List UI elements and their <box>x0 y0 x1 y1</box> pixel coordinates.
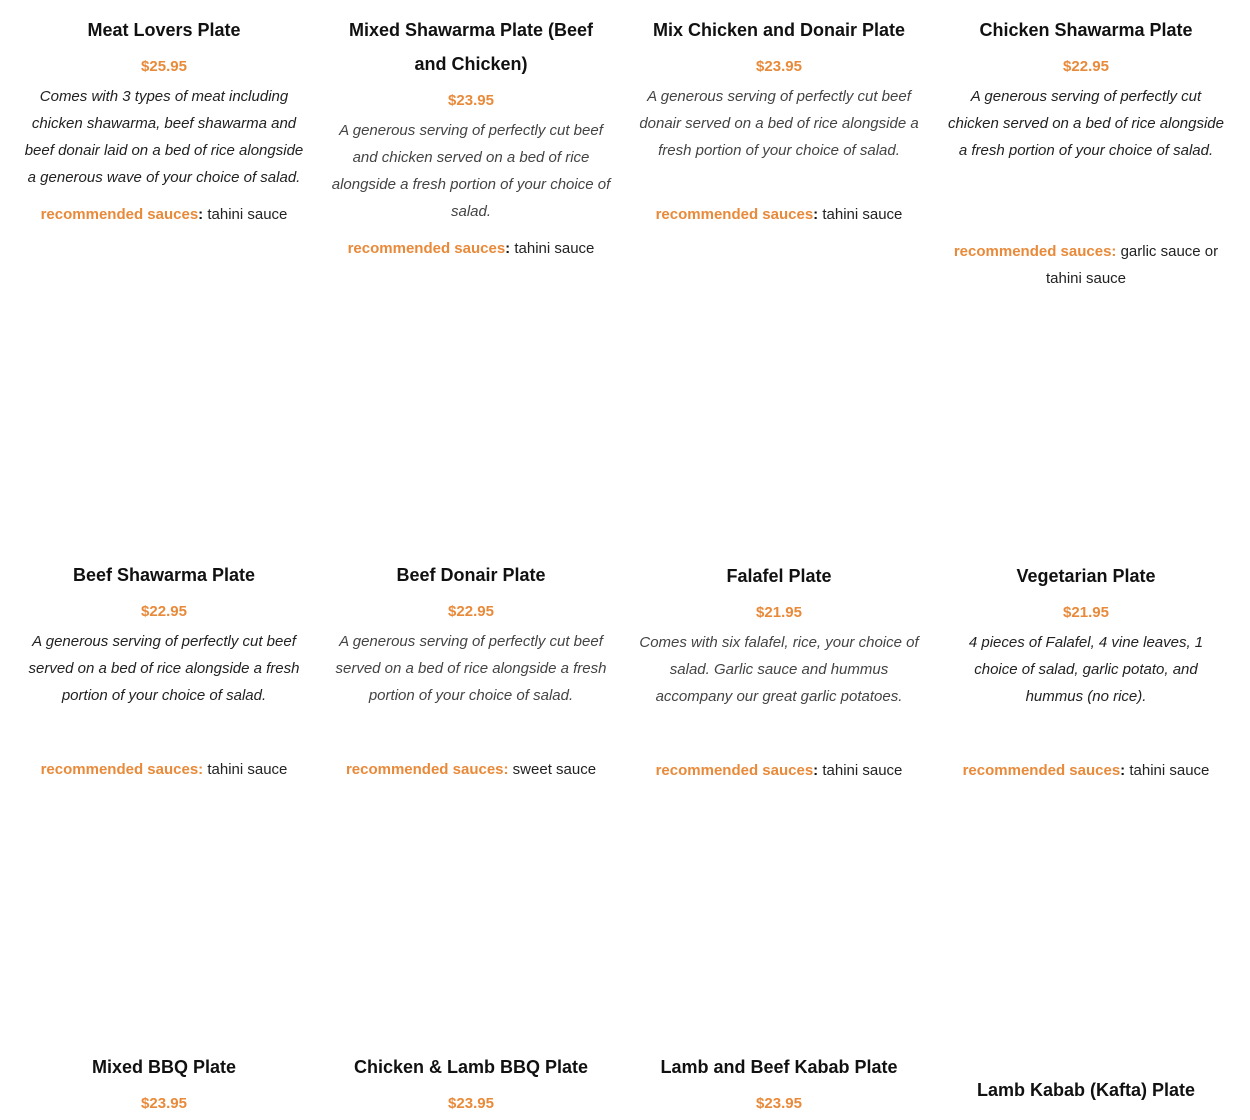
recommended-sauces <box>24 201 304 228</box>
menu-item-mix-chicken-donair-plate <box>639 13 919 228</box>
sauces-separator: : <box>505 240 511 257</box>
sauces-value: tahini sauce <box>510 240 595 257</box>
sauces-label: recommended sauces: <box>953 243 1117 260</box>
item-title: Beef Shawarma Plate <box>72 565 256 585</box>
menu-item-mixed-shawarma-plate <box>331 13 611 262</box>
item-title: Beef Donair Plate <box>396 565 546 585</box>
recommended-sauces <box>946 238 1226 292</box>
item-title: Meat Lovers Plate <box>87 20 241 40</box>
sauces-value: tahini sauce <box>818 762 903 779</box>
menu-item-beef-shawarma-plate <box>24 558 304 783</box>
recommended-sauces <box>946 757 1226 784</box>
item-title: Chicken Shawarma Plate <box>979 20 1193 40</box>
menu-item-chicken-lamb-bbq-plate <box>331 1050 611 1120</box>
item-price: $21.95 <box>1063 604 1109 621</box>
sauces-value: tahini sauce <box>203 761 288 778</box>
item-title: Lamb and Beef Kabab Plate <box>660 1057 898 1077</box>
item-title: Mix Chicken and Donair Plate <box>652 20 906 40</box>
item-price: $23.95 <box>448 92 494 109</box>
menu-item-vegetarian-plate <box>946 559 1226 784</box>
item-title: Vegetarian Plate <box>1016 566 1156 586</box>
menu-item-lamb-kabab-kafta-plate <box>946 1073 1226 1107</box>
item-price: $23.95 <box>756 1095 802 1112</box>
sauces-separator: : <box>813 206 819 223</box>
item-title: Mixed BBQ Plate <box>91 1057 237 1077</box>
item-description: A generous serving of perfectly cut beef served on a bed of rice alongside a fresh portion of your choice of salad. <box>28 633 300 704</box>
item-title: Lamb Kabab (Kafta) Plate <box>976 1080 1196 1100</box>
sauces-separator: : <box>813 762 819 779</box>
sauces-label: recommended sauces <box>347 240 506 257</box>
item-title: Chicken & Lamb BBQ Plate <box>353 1057 589 1077</box>
sauces-label: recommended sauces <box>655 762 814 779</box>
item-description: A generous serving of perfectly cut chicken served on a bed of rice alongside a fresh portion of your choice of salad. <box>947 88 1224 159</box>
item-price: $23.95 <box>141 1095 187 1112</box>
item-price: $22.95 <box>1063 58 1109 75</box>
item-description: A generous serving of perfectly cut beef donair served on a bed of rice alongside a fresh portion of your choice of salad. <box>639 88 919 159</box>
menu-item-chicken-shawarma-plate <box>946 13 1226 292</box>
item-price: $23.95 <box>756 58 802 75</box>
sauces-label: recommended sauces: <box>40 761 204 778</box>
sauces-value: tahini sauce <box>203 206 288 223</box>
item-description: A generous serving of perfectly cut beef served on a bed of rice alongside a fresh portion of your choice of salad. <box>335 633 607 704</box>
item-price: $22.95 <box>141 603 187 620</box>
sauces-separator: : <box>1120 762 1126 779</box>
item-description: A generous serving of perfectly cut beef and chicken served on a bed of rice alongside a fresh portion of your choice of salad. <box>331 122 611 220</box>
item-description: Comes with six falafel, rice, your choice of salad. Garlic sauce and hummus accompany our great garlic potatoes. <box>639 634 919 705</box>
item-price: $23.95 <box>448 1095 494 1112</box>
sauces-label: recommended sauces <box>655 206 814 223</box>
item-description: 4 pieces of Falafel, 4 vine leaves, 1 choice of salad, garlic potato, and hummus (no rice). <box>968 634 1204 705</box>
item-title: Mixed Shawarma Plate (Beef and Chicken) <box>348 20 594 74</box>
sauces-separator: : <box>198 206 204 223</box>
sauces-value: garlic sauce or tahini sauce <box>1045 243 1219 287</box>
menu-item-beef-donair-plate <box>331 558 611 783</box>
recommended-sauces <box>331 756 611 783</box>
recommended-sauces <box>24 756 304 783</box>
recommended-sauces <box>639 757 919 784</box>
menu-item-mixed-bbq-plate <box>24 1050 304 1120</box>
recommended-sauces <box>331 235 611 262</box>
menu-item-lamb-beef-kabab-plate <box>639 1050 919 1120</box>
sauces-label: recommended sauces: <box>345 761 509 778</box>
sauces-value: sweet sauce <box>508 761 597 778</box>
item-description: Comes with 3 types of meat including chicken shawarma, beef shawarma and beef donair laid on a bed of rice alongside a generous wave of your choice of salad. <box>24 88 304 186</box>
menu-item-meat-lovers-plate <box>24 13 304 228</box>
sauces-value: tahini sauce <box>1125 762 1210 779</box>
sauces-value: tahini sauce <box>818 206 903 223</box>
sauces-label: recommended sauces <box>962 762 1121 779</box>
sauces-label: recommended sauces <box>40 206 199 223</box>
recommended-sauces <box>639 201 919 228</box>
menu-item-falafel-plate <box>639 559 919 784</box>
item-title: Falafel Plate <box>726 566 832 586</box>
item-price: $21.95 <box>756 604 802 621</box>
item-price: $22.95 <box>448 603 494 620</box>
item-price: $25.95 <box>141 58 187 75</box>
